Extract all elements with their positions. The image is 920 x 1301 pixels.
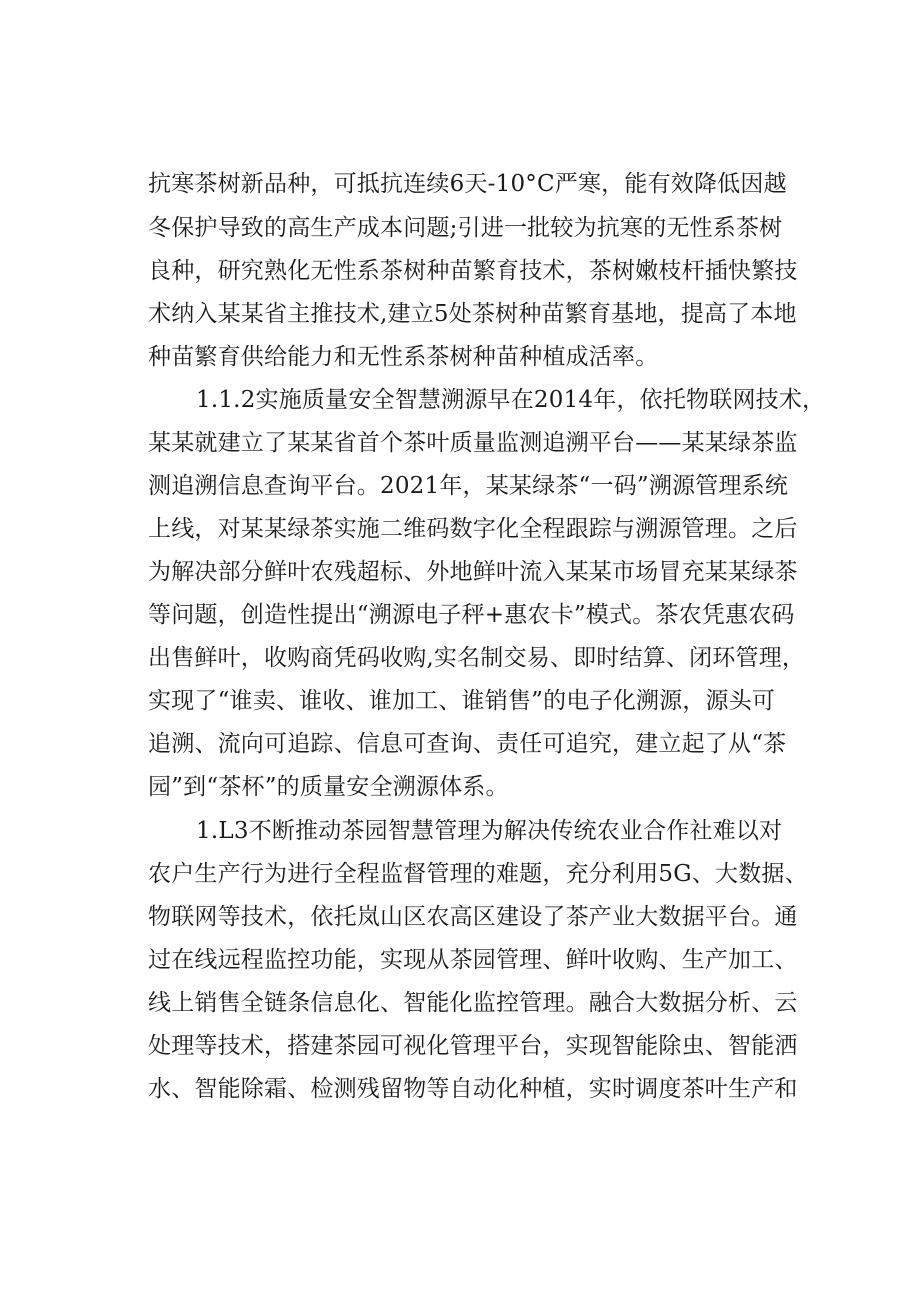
text-line: 种苗繁育供给能力和无性系茶树种苗种植成活率。 <box>148 344 659 370</box>
text-line: 线上销售全链条信息化、智能化监控管理。融合大数据分析、云 <box>148 990 798 1016</box>
text-line: 出售鲜叶，收购商凭码收购,实名制交易、即时结算、闭环管理， <box>148 645 806 671</box>
section-heading-line: 1.L3不断推动茶园智慧管理为解决传统农业合作社难以对 <box>196 818 783 844</box>
text-line: 某某就建立了某某省首个茶叶质量监测追溯平台——某某绿茶监 <box>148 430 798 456</box>
text-line: 上线，对某某绿茶实施二维码数字化全程跟踪与溯源管理。之后 <box>148 516 798 542</box>
text-line: 抗寒茶树新品种，可抵抗连续6天-10°C严寒，能有效降低因越 <box>148 171 787 197</box>
text-line: 园”到“茶杯”的质量安全溯源体系。 <box>148 774 509 800</box>
text-line: 等问题，创造性提出“溯源电子秤+惠农卡”模式。茶农凭惠农码 <box>148 602 795 628</box>
text-line: 良种，研究熟化无性系茶树种苗繁育技术，茶树嫩枝杆插快繁技 <box>148 258 798 284</box>
text-line: 过在线远程监控功能，实现从茶园管理、鲜叶收购、生产加工、 <box>148 947 798 973</box>
text-line: 农户生产行为进行全程监督管理的难题，充分利用5G、大数据、 <box>148 861 808 887</box>
text-line: 水、智能除霜、检测残留物等自动化种植，实时调度茶叶生产和 <box>148 1076 798 1102</box>
text-line: 为解决部分鲜叶农残超标、外地鲜叶流入某某市场冒充某某绿茶 <box>148 559 798 585</box>
text-line: 测追溯信息查询平台。2021年，某某绿茶“一码”溯源管理系统 <box>148 473 789 499</box>
text-line: 追溯、流向可追踪、信息可查询、责任可追究，建立起了从“茶 <box>148 731 787 757</box>
section-heading-line: 1.1.2实施质量安全智慧溯源早在2014年，依托物联网技术， <box>196 387 826 413</box>
text-line: 处理等技术，搭建茶园可视化管理平台，实现智能除虫、智能洒 <box>148 1033 798 1059</box>
text-line: 实现了“谁卖、谁收、谁加工、谁销售”的电子化溯源，源头可 <box>148 688 776 714</box>
text-line: 物联网等技术，依托岚山区农高区建设了茶产业大数据平台。通 <box>148 904 798 930</box>
text-line: 术纳入某某省主推技术,建立5处茶树种苗繁育基地，提高了本地 <box>148 301 797 327</box>
text-line: 冬保护导致的高生产成本问题;引进一批较为抗寒的无性系茶树 <box>148 215 783 241</box>
